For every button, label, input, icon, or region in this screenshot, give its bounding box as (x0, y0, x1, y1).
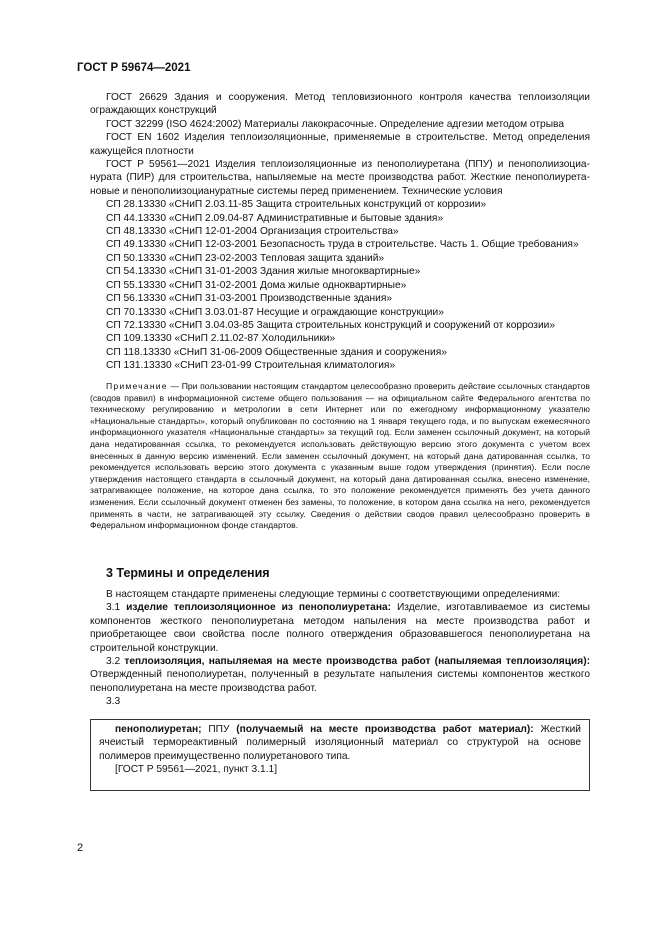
reference-item: ГОСТ 26629 Здания и сооружения. Метод тепловизионного контроля качества теплоизоляции ограждающих конструкций (90, 92, 590, 117)
reference-item: ГОСТ EN 1602 Изделия теплоизоляционные, применяемые в строительстве. Метод определения кажущейся плотности (90, 132, 590, 157)
reference-item: ГОСТ 32299 (ISO 4624:2002) Материалы лакокрасочные. Определение адгезии методом отрыва (106, 118, 564, 130)
reference-item: СП 48.13330 «СНиП 12-01-2004 Организация строительства» (106, 226, 399, 238)
note-text: — При пользовании настоящим стандартом целесообразно проверить действие ссылочных стандартов (сводов правил) в информационной системе общего пользования — на официальном сайте Федерального агентства по техническому регулированию и метрологии в сети Интернет или по ежегодному информационному указателю «Национальные стандарты», который опубликован по состоянию на 1 января текущего года, и по выпускам ежемесячного информационного указателя «Национальные стандарты» за текущий год. Если заменен ссылочный документ, на который дана недатированная ссылка, то рекомендуется использовать действующую версию этого документа с учетом всех внесенных в данную версию изменений. Если заменен ссылочный документ, на который дана датированная ссылка, то рекомендуется использовать версию этого документа с указанным выше годом утверждения (принятия). Если после утверждения настоящего стандарта в ссылочный документ, на который дана датированная ссылка, внесено изменение, затрагивающее положение, на которое дана ссылка, то это положение рекомендуется применять без учета данного изменения. Если ссылочный документ отменен без замены, то положение, в котором дана ссылка на него, рекомендуется применять в части, не затрагивающей эту ссылку. Сведения о действии сводов правил целесообразно проверить в Федеральном информационном фонде стандартов. (90, 381, 590, 531)
source-reference: [ГОСТ Р 59561—2021, пункт 3.1.1] (115, 764, 278, 776)
reference-item: СП 109.13330 «СНиП 2.11.02-87 Холодильники» (106, 333, 336, 345)
note-paragraph (90, 381, 590, 532)
quoted-definition-box (90, 719, 590, 791)
reference-item: СП 55.13330 «СНиП 31-02-2001 Дома жилые одноквартирные» (106, 279, 407, 291)
page-number: 2 (77, 842, 84, 854)
term-qualifier: (получаемый на месте производства работ материал): (236, 724, 534, 735)
term-abbreviation: ППУ (201, 724, 237, 735)
document-header: ГОСТ Р 59674—2021 (77, 62, 191, 74)
term-number: 3.2 (106, 656, 125, 668)
quoted-term (99, 723, 581, 763)
term-number: 3.1 (106, 602, 127, 614)
term-definition: Отвержденный пенополиуретан, полученный в результате напыления системы компонентов жесткого пенополиуретана на месте производства работ. (90, 669, 590, 694)
term-definition: Жесткий ячеистый термореактивный полимерный изоляционный материал со структурой на основе полимеров преимущественно полиуретанового типа. (99, 724, 581, 762)
term-3-2 (90, 655, 590, 695)
term-name: пенополиуретан; (115, 724, 202, 735)
reference-item: СП 50.13330 «СНиП 23-02-2003 Тепловая защита зданий» (106, 252, 385, 264)
section-intro: В настоящем стандарте применены следующие термины с соответствующими определениями: (106, 589, 561, 600)
reference-item: СП 56.13330 «СНиП 31-03-2001 Производственные здания» (106, 293, 393, 305)
section-body (90, 588, 590, 709)
term-3-3 (90, 695, 590, 708)
term-definition: Изделие, изготавливаемое из системы компонентов жесткого пенополиуретана методом напыления на месте производства работ и приобретающее свои свойства после полного отверждения образовавшегося пенополиуретана на строительной конструкции. (90, 602, 590, 654)
reference-item: СП 131.13330 «СНиП 23-01-99 Строительная климатология» (106, 360, 396, 372)
reference-item: СП 54.13330 «СНиП 31-01-2003 Здания жилые многоквартирные» (106, 266, 421, 278)
term-number: 3.3 (106, 696, 121, 708)
reference-item: СП 118.13330 «СНиП 31-06-2009 Общественные здания и сооружения» (106, 346, 447, 358)
term-name: изделие теплоизоляционное из пенополиуретана: (126, 602, 392, 614)
section-title: 3 Термины и определения (106, 566, 270, 580)
reference-item: СП 49.13330 «СНиП 12-03-2001 Безопасность труда в строительстве. Часть 1. Общие требования» (106, 239, 579, 251)
note-label: Примечание (106, 381, 168, 391)
reference-item: СП 44.13330 «СНиП 2.09.04-87 Административные и бытовые здания» (106, 212, 444, 224)
reference-item: СП 28.13330 «СНиП 2.03.11-85 Защита строительных конструкций от коррозии» (106, 199, 487, 211)
term-name: теплоизоляция, напыляемая на месте производства работ (напыляемая теплоизоляция): (124, 656, 590, 668)
reference-item: СП 70.13330 «СНиП 3.03.01-87 Несущие и ограждающие конструкции» (106, 306, 444, 318)
reference-item: ГОСТ Р 59561—2021 Изделия теплоизоляционные из пенополиуретана (ППУ) и пенополиизоцианурата (ПИР) для строительства, напыляемые на месте производства работ. Жесткие пенополиуретановые и пенополиизоциануратные системы перед применением. Технические условия (90, 159, 590, 197)
term-3-1 (90, 601, 590, 655)
normative-references-list (90, 91, 590, 373)
reference-item: СП 72.13330 «СНиП 3.04.03-85 Защита строительных конструкций и сооружений от коррозии» (106, 319, 556, 331)
